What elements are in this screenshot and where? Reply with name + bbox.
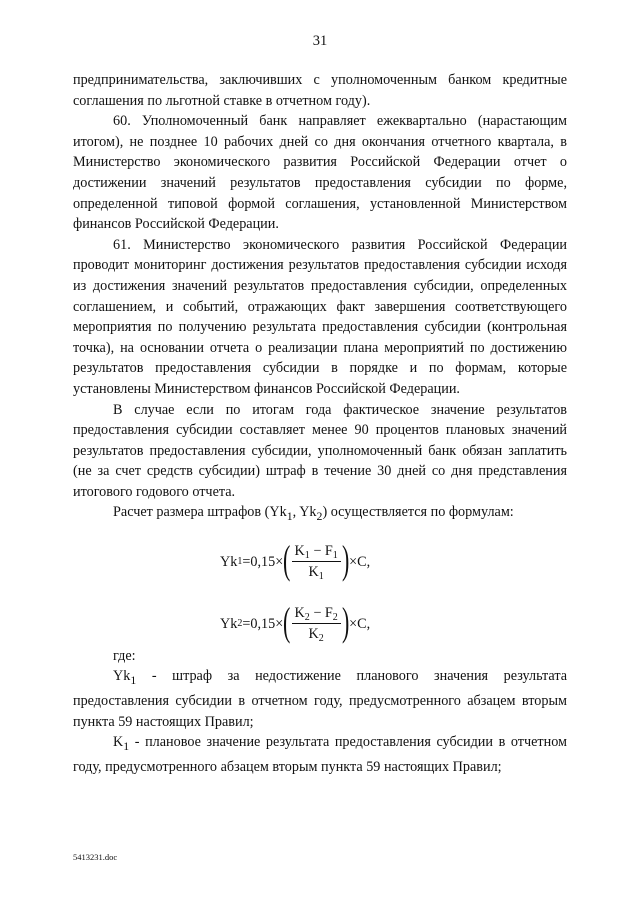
definition-k1: $K_1$ - плановое значение результата предоставления субсидии в отчетном году, предусмотренного абзацем вторым пункта 59 настоящих Правил; <box>73 734 567 775</box>
def-symbol-yk1: $Yk_1$ <box>113 668 137 688</box>
right-paren: ) <box>341 598 350 644</box>
document-file-id: 5413231.doc <box>73 852 118 862</box>
paragraph-60: 60. Уполномоченный банк направляет ежеквартально (нарастающим итогом), не позднее 10 рабочих дней со дня окончания отчетного квартала, в Министерство экономического развития Российской Федерации отчет о достижении значений результатов предоставления субсидии по форме, определенной типовой формой соглашения, установленной Министерством финансов Российской Федерации. <box>73 113 567 233</box>
page-number: 31 <box>312 33 328 49</box>
denominator-1: $K_1$ <box>308 563 324 582</box>
calc-suffix: ) осуществляется по формулам: <box>322 504 514 521</box>
left-paren: ( <box>283 598 291 644</box>
formula-yk1: Yk 1 = 0,15 × ( $\frac{K_1 - F_1}{K_1}$ ) × C , <box>220 536 371 582</box>
paragraph-calculation-intro: Расчет размера штрафов ($Yk_1$, $Yk_2$) осуществляется по формулам: <box>113 504 514 524</box>
where-label: где: <box>113 647 136 664</box>
def-symbol-k1: $K_1$ <box>113 734 130 753</box>
fraction-2 <box>292 605 341 643</box>
paragraph-penalty-case: В случае если по итогам года фактическое значение результатов предоставления субсидии составляет менее 90 процентов плановых значений результатов предоставления субсидии, уполномоченный банк обязан заплатить (не за счет средств субсидии) штраф в течение 30 дней со дня представления итогового годового отчета. <box>73 401 567 500</box>
right-paren: ) <box>341 536 350 582</box>
inline-symbol-yk2: $Yk_2$ <box>299 504 323 524</box>
calc-prefix: Расчет размера штрафов ( <box>113 504 270 521</box>
formula-yk2: Yk 2 = 0,15 × ( $\frac{K_2 - F_2}{K_2}$ ) × C , <box>220 598 371 644</box>
paragraph-continuation: предпринимательства, заключивших с уполномоченным банком кредитные соглашения по льготной ставке в отчетном году). <box>73 72 567 109</box>
left-paren: ( <box>283 536 291 582</box>
denominator-2: $K_2$ <box>308 625 324 644</box>
fraction-1 <box>292 543 341 581</box>
definition-yk1: $Yk_1$ - штраф за недостижение планового значения результата предоставления субсидии в отчетном году, предусмотренного абзацем вторым пункта 59 настоящих Правил; <box>73 668 567 730</box>
numerator-2: $K_2 - F_2$ <box>292 605 341 624</box>
paragraph-61: 61. Министерство экономического развития Российской Федерации проводит мониторинг достижения результатов предоставления субсидии исходя из достижения значений результатов предоставления субсидии, определенных соглашением, и событий, отражающих факт завершения соответствующего мероприятия по получению результата предоставления субсидии (контрольная точка), на основании отчета о реализации плана мероприятий по достижению результатов предоставления субсидии в порядке и по формам, которые установлены Министерством финансов Российской Федерации. <box>73 236 567 397</box>
numerator-1: $K_1 - F_1$ <box>292 543 341 562</box>
inline-symbol-yk1: $Yk_1$ <box>269 504 293 524</box>
page-content <box>73 70 567 777</box>
